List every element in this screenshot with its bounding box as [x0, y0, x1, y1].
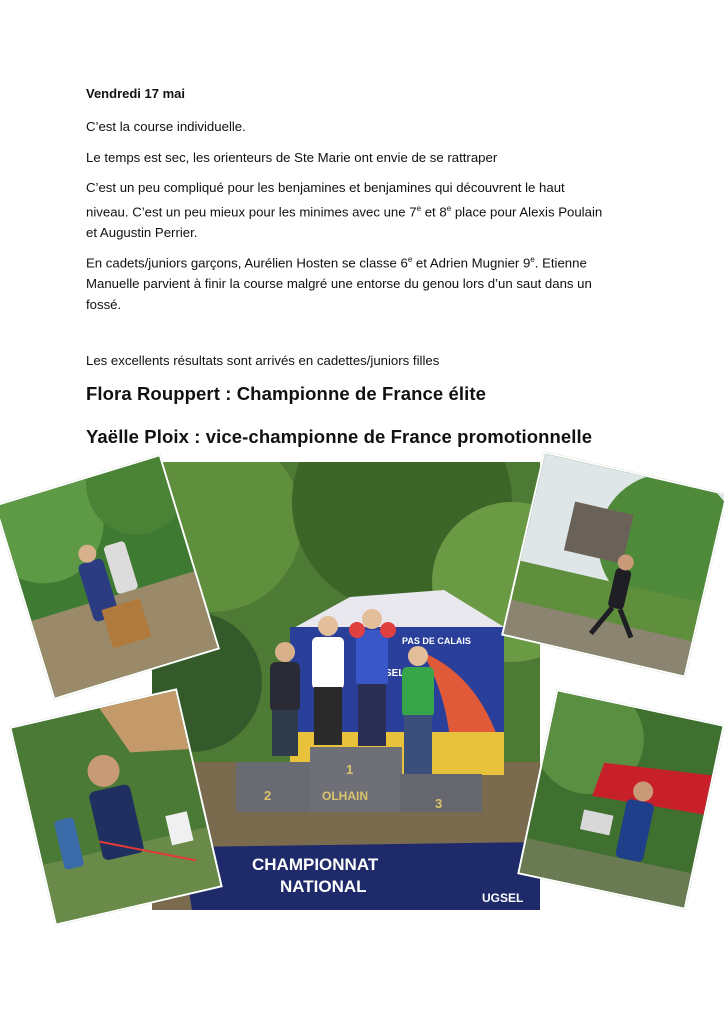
podium-number-3: 3: [435, 796, 443, 811]
paragraph-line: [86, 249, 646, 273]
paragraph-results: Les excellents résultats sont arrivés en cadettes/juniors filles: [86, 353, 440, 368]
banner-line1: CHAMPIONNAT: [252, 855, 379, 874]
text-run: et Adrien Mugnier 9: [412, 255, 531, 271]
paragraph-line: Manuelle parvient à finir la course malgré une entorse du genou lors d’un saut dans un: [86, 276, 592, 292]
paragraph-benjamines: [86, 177, 646, 243]
paragraph-line: fossé.: [86, 297, 122, 313]
paragraph-course: C’est la course individuelle.: [86, 119, 246, 134]
podium-number-2: 2: [264, 788, 272, 803]
tent-text: PAS DE CALAIS: [402, 636, 471, 646]
text-run: place pour Alexis Poulain: [451, 204, 603, 220]
superscript: e: [530, 255, 535, 264]
superscript: e: [446, 204, 452, 213]
paragraph-weather: Le temps est sec, les orienteurs de Ste Marie ont envie de se rattraper: [86, 150, 498, 165]
tent-station-photo: [517, 689, 724, 910]
headline-title: vice-championne de France promotionnelle: [205, 426, 593, 447]
banner-brand: UGSEL: [482, 891, 524, 905]
paragraph-line: C’est un peu compliqué pour les benjamines et benjamines qui découvrent le haut: [86, 180, 565, 195]
banner-line2: NATIONAL: [280, 877, 367, 896]
text-run: . Etienne: [534, 255, 587, 271]
podium-name: OLHAIN: [322, 789, 368, 803]
paragraph-cadets: [86, 249, 646, 315]
podium-number-1: 1: [346, 762, 354, 777]
text-run: En cadets/juniors garçons, Aurélien Hosten se classe 6: [86, 255, 408, 271]
superscript: e: [407, 255, 413, 264]
text-run: niveau. C’est un peu mieux pour les minimes avec une 7: [86, 204, 417, 220]
headline-yaelle: [86, 426, 592, 448]
paragraph-line: et Augustin Perrier.: [86, 225, 198, 241]
headline-flora: Flora Rouppert : Championne de France élite: [86, 383, 487, 404]
headline-name: Yaëlle Ploix :: [86, 426, 206, 447]
paragraph-line: [86, 198, 646, 222]
text-run: et 8: [421, 204, 447, 220]
date-heading: Vendredi 17 mai: [86, 86, 185, 101]
superscript: e: [416, 204, 422, 213]
